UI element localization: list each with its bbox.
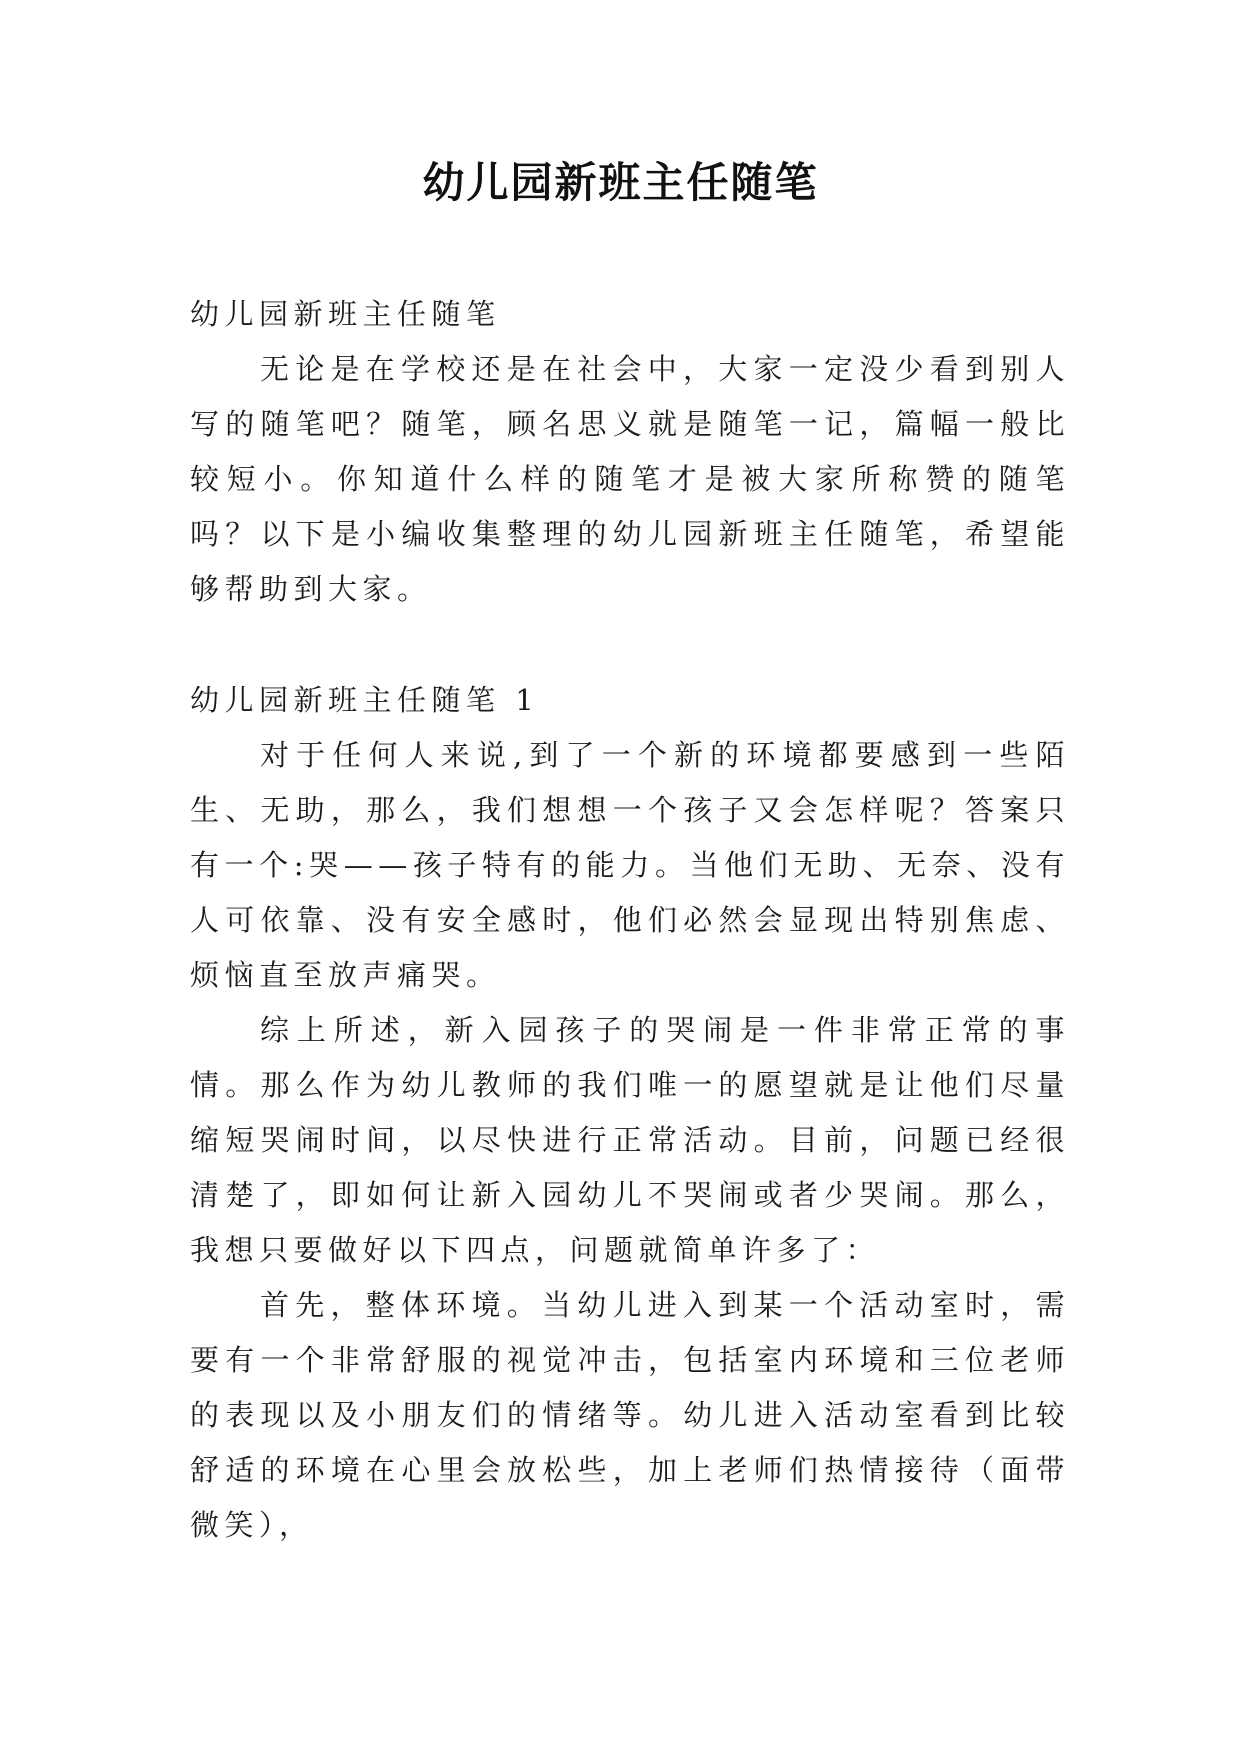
section-paragraph: 对于任何人来说,到了一个新的环境都要感到一些陌生、无助，那么，我们想想一个孩子又会怎样呢？答案只有一个:哭——孩子特有的能力。当他们无助、无奈、没有人可依靠、没有安全感时，他们必然会显现出特别焦虑、烦恼直至放声痛哭。 bbox=[190, 738, 1070, 992]
section-spacer bbox=[190, 617, 1070, 673]
intro-paragraph: 无论是在学校还是在社会中，大家一定没少看到别人写的随笔吧？随笔，顾名思义就是随笔一记，篇幅一般比较短小。你知道什么样的随笔才是被大家所称赞的随笔吗？以下是小编收集整理的幼儿园新班主任随笔，希望能够帮助到大家。 bbox=[190, 352, 1070, 606]
section-paragraph: 综上所述，新入园孩子的哭闹是一件非常正常的事情。那么作为幼儿教师的我们唯一的愿望就是让他们尽量缩短哭闹时间，以尽快进行正常活动。目前，问题已经很清楚了，即如何让新入园幼儿不哭闹或者少哭闹。那么，我想只要做好以下四点，问题就简单许多了： bbox=[190, 1013, 1070, 1267]
intro-heading: 幼儿园新班主任随笔 bbox=[190, 297, 501, 331]
section-paragraph: 首先，整体环境。当幼儿进入到某一个活动室时，需要有一个非常舒服的视觉冲击，包括室内环境和三位老师的表现以及小朋友们的情绪等。幼儿进入活动室看到比较舒适的环境在心里会放松些，加上老师们热情接待（面带微笑）， bbox=[190, 1288, 1070, 1542]
section-heading: 幼儿园新班主任随笔 1 bbox=[190, 683, 540, 717]
document-title: 幼儿园新班主任随笔 bbox=[422, 158, 819, 207]
document-body bbox=[190, 287, 1070, 1553]
